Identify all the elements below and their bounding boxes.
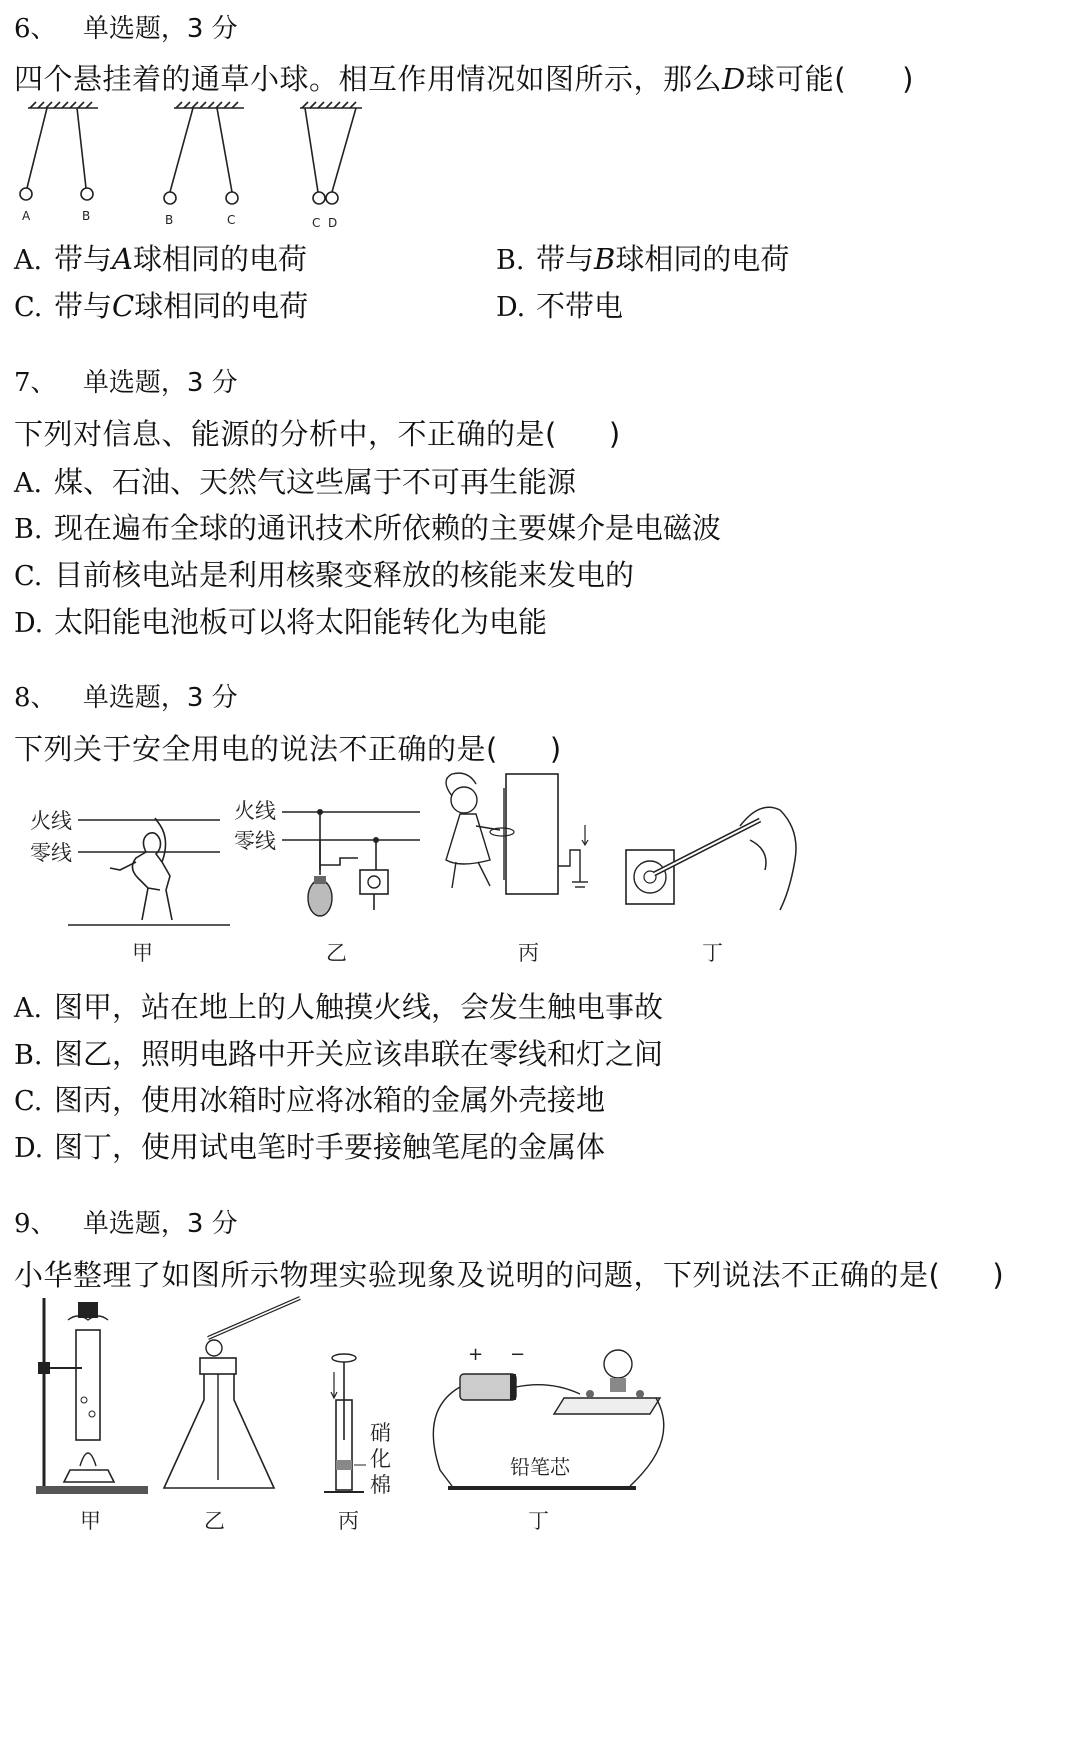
battery-icon — [460, 1374, 516, 1400]
option-b[interactable]: B. 带与B球相同的电荷 — [496, 242, 790, 276]
svg-text:零线: 零线 — [234, 829, 276, 853]
svg-text:甲: 甲 — [132, 941, 153, 965]
hand-icon — [740, 807, 796, 910]
figure-bing — [324, 1354, 391, 1533]
question-header — [14, 8, 238, 45]
svg-text:B: B — [82, 209, 91, 223]
svg-text:丁: 丁 — [702, 941, 723, 965]
fridge-icon — [506, 774, 558, 894]
bulb-icon — [308, 880, 332, 916]
svg-text:乙: 乙 — [204, 1509, 225, 1533]
svg-text:火线: 火线 — [234, 799, 276, 823]
svg-text:火线: 火线 — [30, 809, 72, 833]
figure-jia — [36, 1298, 148, 1533]
option-b[interactable]: B. 图乙，照明电路中开关应该串联在零线和灯之间 — [14, 1037, 664, 1071]
svg-text:棉: 棉 — [370, 1473, 391, 1497]
svg-text:丙: 丙 — [518, 941, 539, 965]
option-c[interactable]: C. 目前核电站是利用核聚变释放的核能来发电的 — [14, 558, 635, 592]
svg-text:甲: 甲 — [80, 1509, 101, 1533]
svg-text:C: C — [227, 213, 236, 227]
socket-icon — [626, 850, 674, 904]
figure-ding — [433, 1344, 663, 1533]
svg-text:−: − — [510, 1344, 526, 1365]
ball-a — [20, 188, 32, 200]
svg-text:丙: 丙 — [338, 1509, 359, 1533]
svg-text:D: D — [328, 216, 338, 230]
figure-bing — [446, 773, 588, 965]
svg-text:铅笔芯: 铅笔芯 — [510, 1455, 570, 1479]
question-header: 7、 单选题，3 分 — [14, 368, 238, 398]
bulb-icon — [604, 1350, 632, 1378]
pendulum-figure — [10, 100, 370, 235]
figure-yi — [164, 1298, 300, 1533]
svg-text:乙: 乙 — [326, 941, 347, 965]
figure-jia — [30, 809, 230, 965]
option-c[interactable]: C. 带与C球相同的电荷 — [14, 289, 309, 323]
question-stem: 小华整理了如图所示物理实验现象及说明的问题，下列说法不正确的是( ) — [14, 1258, 1005, 1292]
svg-text:A: A — [22, 209, 31, 223]
question-number: 6、 — [14, 14, 57, 44]
svg-text:B: B — [165, 213, 174, 227]
option-d[interactable]: D. 图丁，使用试电笔时手要接触笔尾的金属体 — [14, 1130, 606, 1164]
option-a[interactable]: A. 图甲，站在地上的人触摸火线，会发生触电事故 — [14, 990, 664, 1024]
switch-icon — [360, 870, 388, 894]
svg-text:C: C — [312, 216, 321, 230]
question-stem: 下列关于安全用电的说法不正确的是( ) — [14, 732, 562, 766]
svg-text:零线: 零线 — [30, 841, 72, 865]
option-d[interactable]: D. 不带电 — [496, 289, 624, 323]
girl-icon — [451, 787, 477, 813]
question-stem: 下列对信息、能源的分析中，不正确的是( ) — [14, 417, 621, 451]
svg-text:化: 化 — [370, 1447, 391, 1471]
electric-safety-figure — [20, 770, 810, 970]
svg-text:+: + — [468, 1344, 484, 1365]
question-header: 9、 单选题，3 分 — [14, 1209, 238, 1239]
option-a[interactable]: A. 煤、石油、天然气这些属于不可再生能源 — [14, 465, 577, 499]
option-a[interactable]: A. 带与A球相同的电荷 — [14, 242, 307, 276]
question-type: 单选题，3 分 — [82, 14, 238, 44]
svg-text:丁: 丁 — [528, 1509, 549, 1533]
ball-b — [81, 188, 93, 200]
figure-ding — [626, 807, 796, 965]
option-d[interactable]: D. 太阳能电池板可以将太阳能转化为电能 — [14, 605, 548, 639]
question-header: 8、 单选题，3 分 — [14, 683, 238, 713]
figure-yi — [234, 799, 420, 965]
option-b[interactable]: B. 现在遍布全球的通讯技术所依赖的主要媒介是电磁波 — [14, 511, 722, 545]
question-stem: 四个悬挂着的通草小球。相互作用情况如图所示，那么D球可能( ) — [14, 62, 914, 96]
experiments-figure — [20, 1290, 720, 1540]
option-c[interactable]: C. 图丙，使用冰箱时应将冰箱的金属外壳接地 — [14, 1083, 606, 1117]
svg-text:硝: 硝 — [370, 1421, 391, 1445]
